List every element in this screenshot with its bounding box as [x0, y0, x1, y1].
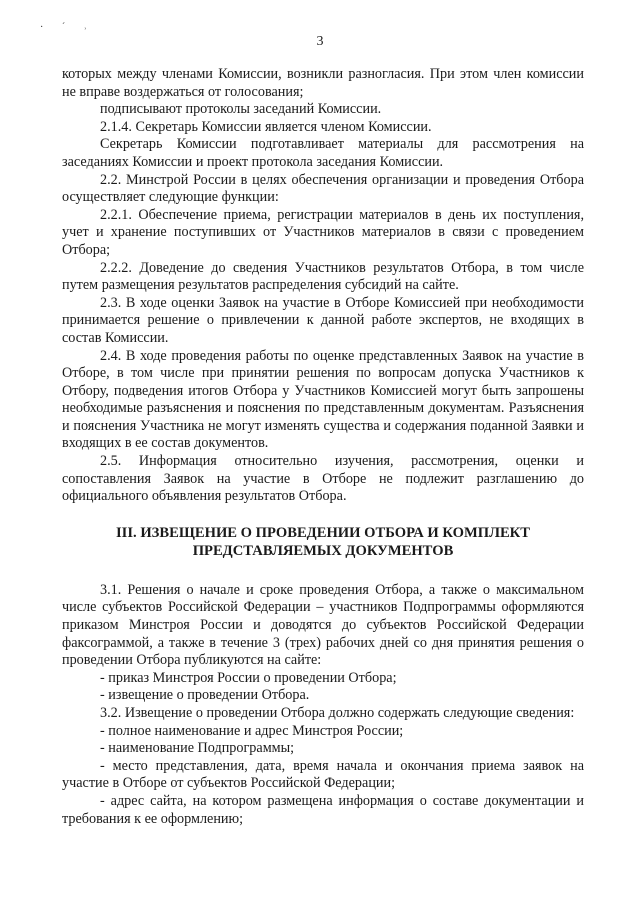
section-heading-line: III. ИЗВЕЩЕНИЕ О ПРОВЕДЕНИИ ОТБОРА И КОМПЛЕКТ — [115, 524, 531, 541]
paragraph: Секретарь Комиссии подготавливает материалы для рассмотрения на заседаниях Комиссии и проект протокола заседания Комиссии. — [62, 136, 584, 170]
paragraph: 2.1.4. Секретарь Комиссии является членом Комиссии. — [100, 118, 432, 135]
scan-specks: · ˊ ˒ — [40, 22, 95, 33]
paragraph: подписывают протоколы заседаний Комиссии. — [100, 101, 382, 118]
paragraph: 2.4. В ходе проведения работы по оценке представленных Заявок на участие в Отборе, в том числе при принятии решения по вопросам допуска Участников к Отбору, подведения итогов Отбора у Участников Комиссией могут быть запрошены необходимые разъяснения и пояснения по представленным документам. Разъяснения и пояснения Участника не могут изменять существа и содержания поданной Заявки и входящих в ее состав документов. — [62, 347, 584, 452]
section-heading — [62, 524, 584, 560]
paragraph: 2.2.1. Обеспечение приема, регистрации материалов в день их поступления, учет и хранение поступивших от Участников материалов в связи с проведением Отбора; — [62, 206, 584, 258]
paragraph: 3.2. Извещение о проведении Отбора должно содержать следующие сведения: — [100, 705, 575, 721]
paragraph: 2.2. Минстрой России в целях обеспечения организации и проведения Отбора осуществляет следующие функции: — [62, 171, 584, 206]
paragraph: 2.2.2. Доведение до сведения Участников результатов Отбора, в том числе путем размещения результатов распределения субсидий на сайте. — [62, 259, 584, 294]
paragraph: 3.1. Решения о начале и сроке проведения Отбора, а также о максимальном числе субъектов Российской Федерации – участников Подпрограммы оформляются приказом Минстроя России и доводятся до субъектов Российской Федерации факсограммой, а также в течение 3 (трех) рабочих дней со дня принятия решения о проведении Отбора публикуются на сайте: — [62, 581, 584, 669]
section-iii — [62, 582, 584, 828]
list-item: - полное наименование и адрес Минстроя России; — [100, 722, 404, 739]
paragraph: 2.5. Информация относительно изучения, рассмотрения, оценки и сопоставления Заявок на участие в Отборе не подлежит разглашению до официального объявления результатов Отбора. — [62, 453, 584, 505]
page-number: 3 — [316, 34, 324, 49]
list-item: - извещение о проведении Отбора. — [100, 687, 310, 704]
paragraph: 2.3. В ходе оценки Заявок на участие в Отборе Комиссией при необходимости принимается решение о привлечении к данной работе экспертов, не входящих в состав Комиссии. — [62, 294, 584, 346]
section-heading-line: ПРЕДСТАВЛЯЕМЫХ ДОКУМЕНТОВ — [192, 542, 454, 559]
list-item: - место представления, дата, время начала и окончания приема заявок на участие в Отборе от субъектов Российской Федерации; — [62, 757, 584, 792]
list-item: - адрес сайта, на котором размещена информация о составе документации и требования к ее оформлению; — [62, 792, 584, 827]
list-item: - наименование Подпрограммы; — [100, 740, 295, 757]
list-item: - приказ Минстроя России о проведении Отбора; — [100, 669, 397, 686]
paragraph: которых между членами Комиссии, возникли разногласия. При этом член комиссии не вправе воздержаться от голосования; — [62, 66, 584, 100]
document-body — [62, 66, 584, 828]
section-ii-continued — [62, 66, 584, 506]
